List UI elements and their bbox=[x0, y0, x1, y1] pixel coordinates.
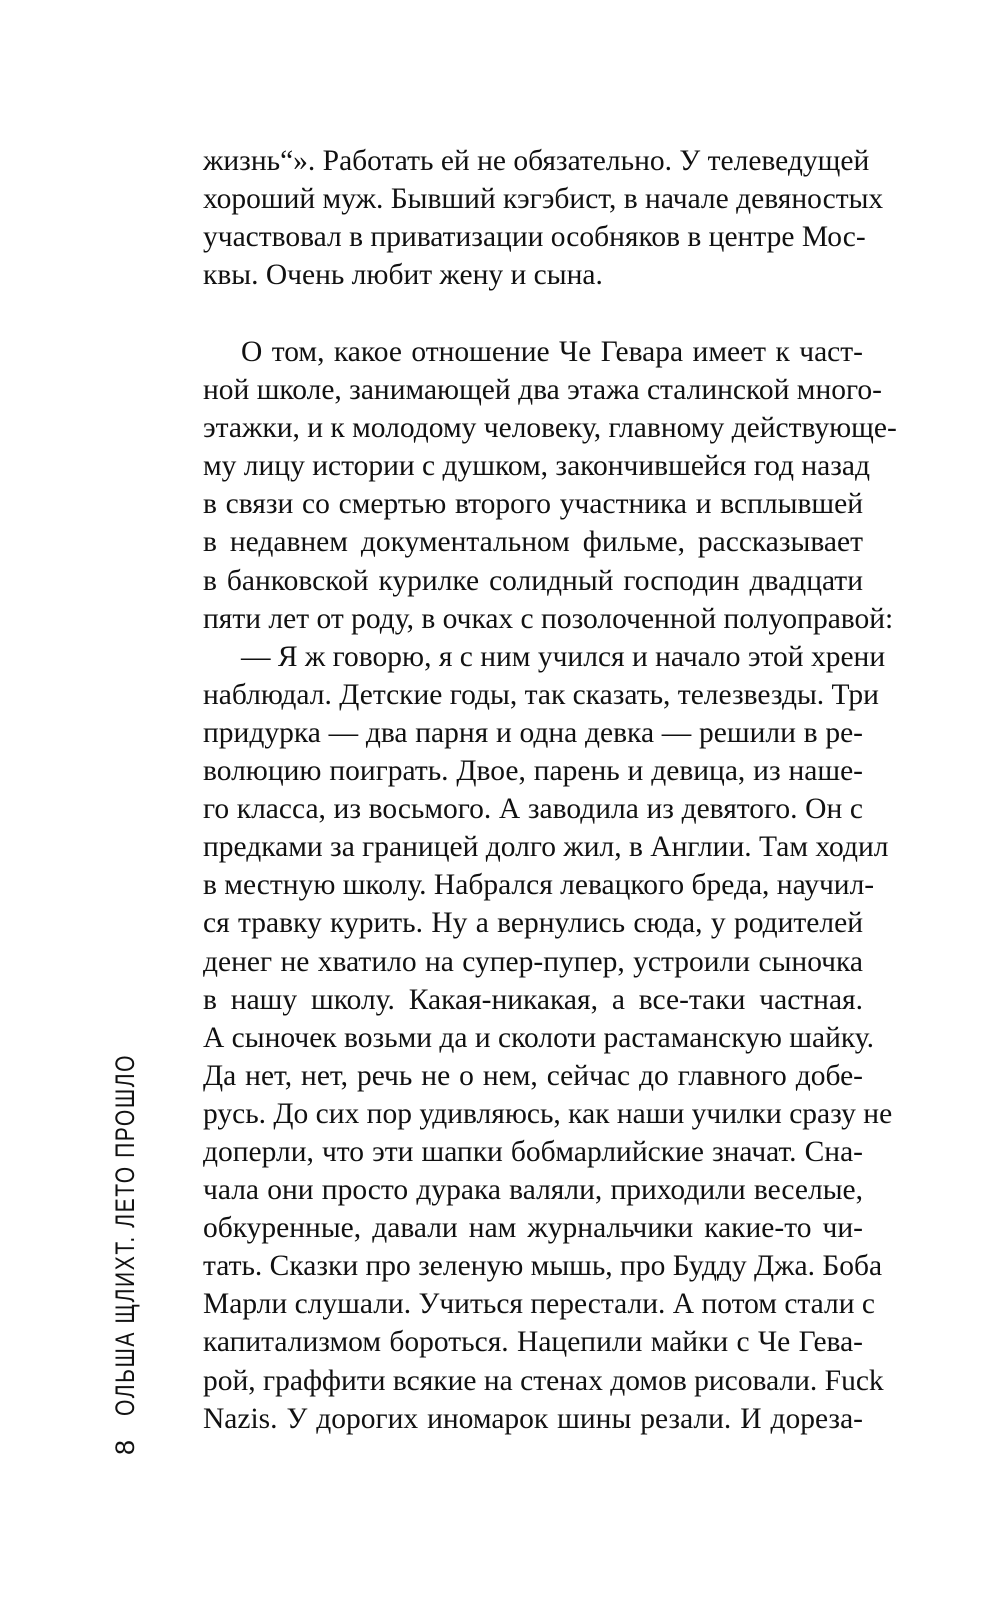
text-line: денег не хватило на супер-пупер, устроили сыночка bbox=[203, 945, 863, 978]
text-line: Марли слушали. Учиться перестали. А потом стали с bbox=[203, 1288, 876, 1321]
text-line: русь. До сих пор удивляюсь, как наши училки сразу не bbox=[203, 1097, 893, 1130]
text-line: жизнь“». Работать ей не обязательно. У телеведущей bbox=[203, 145, 870, 177]
text-line: предками за границей долго жил, в Англии. Там ходил bbox=[203, 831, 889, 864]
text-line: го класса, из восьмого. А заводила из девятого. Он с bbox=[203, 793, 863, 826]
text-line: тать. Сказки про зеленую мышь, про Будду Джа. Боба bbox=[203, 1250, 883, 1283]
text-line: пяти лет от роду, в очках с позолоченной полуоправой: bbox=[203, 602, 894, 635]
text-line: Да нет, нет, речь не о нем, сейчас до главного добе- bbox=[203, 1059, 863, 1092]
text-line: обкуренные, давали нам журнальчики какие-то чи- bbox=[203, 1212, 863, 1245]
paragraph-2 bbox=[203, 333, 897, 1438]
text-line: в недавнем документальном фильме, рассказывает bbox=[203, 526, 863, 559]
text-line: — Я ж говорю, я с ним учился и начало этой хрени bbox=[241, 640, 886, 673]
text-line: хороший муж. Бывший кэгэбист, в начале девяностых bbox=[203, 183, 884, 216]
text-line: в нашу школу. Какая-никакая, а все-таки частная. bbox=[203, 983, 863, 1016]
text-line: ся травку курить. Ну а вернулись сюда, у родителей bbox=[203, 907, 863, 940]
running-title: ОЛЬША ЩЛИХТ. ЛЕТО ПРОШЛО bbox=[109, 1053, 140, 1416]
text-line: ной школе, занимающей два этажа сталинской много- bbox=[203, 374, 882, 407]
text-line: в связи со смертью второго участника и всплывшей bbox=[203, 488, 863, 521]
page-number: 8 bbox=[109, 1437, 140, 1455]
text-line: О том, какое отношение Че Гевара имеет к част- bbox=[241, 336, 863, 368]
text-line: квы. Очень любит жену и сына. bbox=[203, 259, 603, 292]
text-line: доперли, что эти шапки бобмарлийские значат. Сна- bbox=[203, 1135, 863, 1168]
text-line: участвовал в приватизации особняков в центре Мос- bbox=[203, 221, 866, 254]
text-line: рой, граффити всякие на стенах домов рисовали. Fuck bbox=[203, 1364, 884, 1397]
text-line: в банковской курилке солидный господин двадцати bbox=[203, 564, 863, 597]
text-line: му лицу истории с душком, закончившейся год назад bbox=[203, 450, 871, 483]
text-line: капитализмом бороться. Нацепили майки с Че Гева- bbox=[203, 1326, 863, 1359]
text-line: волюцию поиграть. Двое, парень и девица, из наше- bbox=[203, 755, 863, 788]
text-line: чала они просто дурака валяли, приходили веселые, bbox=[203, 1174, 863, 1207]
paragraph-1 bbox=[203, 142, 884, 294]
text-line: Nazis. У дорогих иномарок шины резали. И дореза- bbox=[203, 1402, 863, 1435]
side-running-head bbox=[96, 1015, 154, 1455]
text-line: А сыночек возьми да и сколоти растаманскую шайку. bbox=[203, 1021, 874, 1054]
text-line: наблюдал. Детские годы, так сказать, телезвезды. Три bbox=[203, 678, 879, 711]
text-line: этажки, и к молодому человеку, главному действующе- bbox=[203, 412, 897, 445]
text-line: придурка — два парня и одна девка — решили в ре- bbox=[203, 716, 863, 749]
text-line: в местную школу. Набрался левацкого бреда, научил- bbox=[203, 869, 875, 902]
